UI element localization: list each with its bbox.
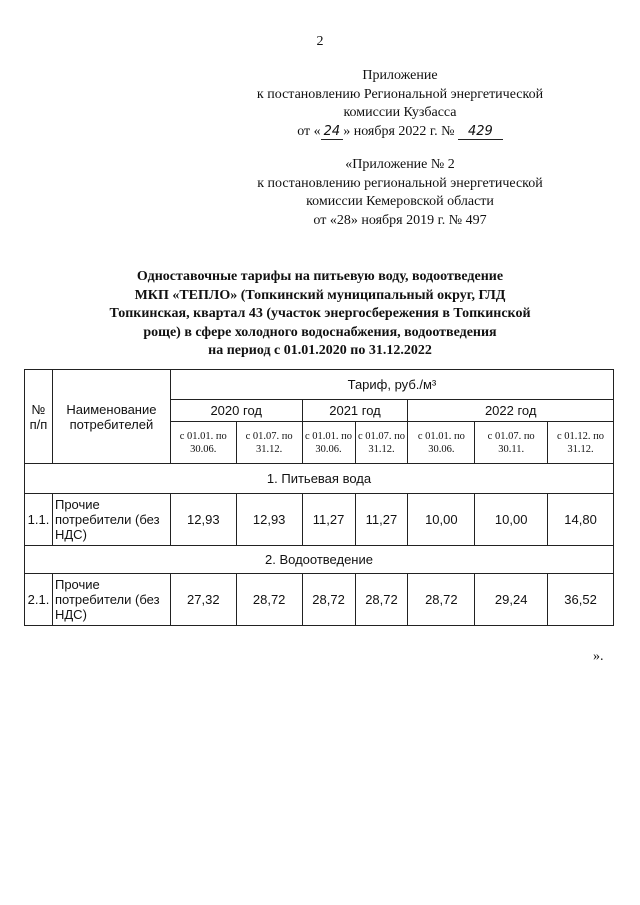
- period-header: с 01.01. по 30.06.: [302, 422, 355, 464]
- year-header-2022: 2022 год: [408, 400, 614, 422]
- date-middle: » ноября 2022 г. №: [343, 123, 458, 139]
- section-title-drinking-water: 1. Питьевая вода: [25, 464, 614, 494]
- title-line: роще) в сфере холодного водоснабжения, водоотведения: [143, 324, 497, 340]
- prev-appendix-date: от «28» ноября 2019 г. № 497: [313, 212, 487, 228]
- date-prefix: от «: [297, 123, 321, 139]
- tariff-value: 10,00: [408, 494, 475, 546]
- tariff-value: 14,80: [548, 494, 614, 546]
- appendix-previous: [220, 156, 580, 230]
- document-title: [80, 268, 560, 361]
- page-number: 2: [316, 34, 324, 49]
- title-line: Одноставочные тарифы на питьевую воду, водоотведение: [136, 269, 504, 284]
- row-number: 1.1.: [25, 494, 53, 546]
- title-line: МКП «ТЕПЛО» (Топкинский муниципальный округ, ГЛД: [134, 287, 506, 303]
- appendix-heading: Приложение: [362, 68, 438, 83]
- period-header: с 01.01. по 30.06.: [170, 422, 236, 464]
- period-header: с 01.12. по 31.12.: [548, 422, 614, 464]
- section-title-wastewater: 2. Водоотведение: [25, 546, 614, 574]
- period-header: с 01.01. по 30.06.: [408, 422, 475, 464]
- table-row: [25, 574, 614, 626]
- tariff-table: [24, 369, 614, 626]
- tariff-value: 11,27: [302, 494, 355, 546]
- appendix-date: [220, 123, 580, 142]
- table-row: [25, 494, 614, 546]
- tariff-value: 12,93: [236, 494, 302, 546]
- appendix-current: [220, 67, 580, 141]
- period-header: с 01.07. по 31.12.: [355, 422, 408, 464]
- tariff-value: 27,32: [170, 574, 236, 626]
- tariff-value: 28,72: [408, 574, 475, 626]
- tariff-value: 36,52: [548, 574, 614, 626]
- col-header-number: № п/п: [25, 370, 53, 464]
- row-consumer-name: Прочие потребители (без НДС): [52, 494, 170, 546]
- tariff-value: 29,24: [475, 574, 548, 626]
- year-header-2021: 2021 год: [302, 400, 408, 422]
- year-header-2020: 2020 год: [170, 400, 302, 422]
- row-consumer-name: Прочие потребители (без НДС): [52, 574, 170, 626]
- closing-quote: ».: [593, 649, 604, 664]
- tariff-value: 12,93: [170, 494, 236, 546]
- period-header: с 01.07. по 31.12.: [236, 422, 302, 464]
- appendix-resolution: к постановлению Региональной энергетической: [256, 86, 544, 102]
- handwritten-day: 24: [321, 125, 344, 140]
- prev-appendix-resolution: к постановлению региональной энергетической: [257, 175, 543, 191]
- tariff-value: 10,00: [475, 494, 548, 546]
- tariff-value: 28,72: [236, 574, 302, 626]
- period-header: с 01.07. по 30.11.: [475, 422, 548, 464]
- col-header-name: Наименование потребителей: [52, 370, 170, 464]
- prev-appendix-commission: комиссии Кемеровской области: [306, 194, 494, 209]
- tariff-value: 11,27: [355, 494, 408, 546]
- row-number: 2.1.: [25, 574, 53, 626]
- appendix-commission: комиссии Кузбасса: [343, 105, 457, 120]
- tariff-value: 28,72: [355, 574, 408, 626]
- tariff-value: 28,72: [302, 574, 355, 626]
- prev-appendix-heading: «Приложение № 2: [345, 157, 455, 172]
- title-line: на период с 01.01.2020 по 31.12.2022: [208, 343, 432, 358]
- tariff-header: Тариф, руб./м³: [170, 370, 613, 400]
- title-line: Топкинская, квартал 43 (участок энергосбережения в Топкинской: [109, 306, 531, 321]
- handwritten-number: 429: [458, 125, 503, 140]
